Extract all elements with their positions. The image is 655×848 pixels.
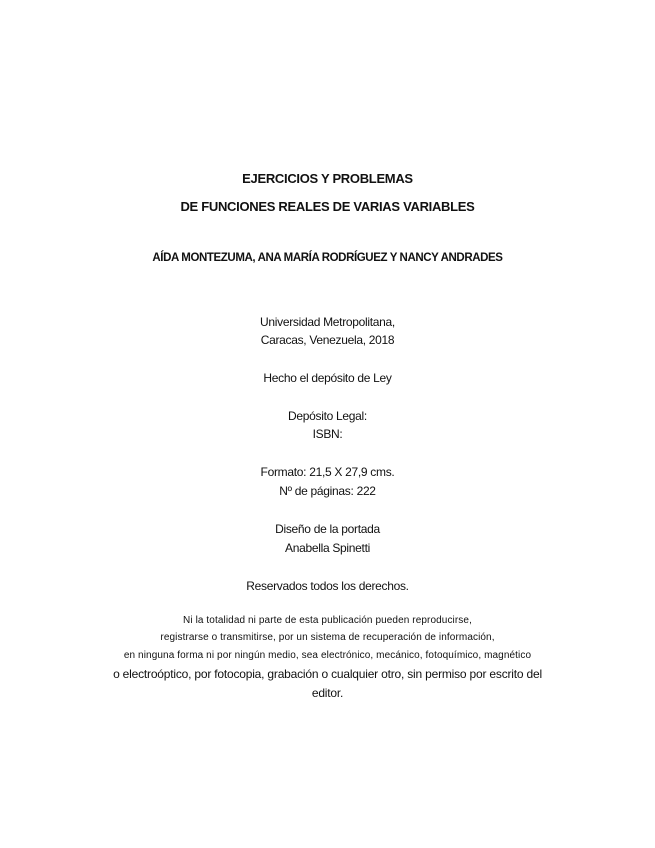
publisher-name: Universidad Metropolitana,: [260, 315, 395, 329]
copyright-notice-line-5: editor.: [311, 686, 344, 700]
cover-designer: Anabella Spinetti: [285, 541, 370, 555]
copyright-notice-line-4: o electroóptico, por fotocopia, grabación o cualquier otro, sin permiso por escrito del: [113, 667, 542, 681]
copyright-notice-line-1: Ni la totalidad ni parte de esta publicación pueden reproducirse,: [183, 615, 472, 626]
copyright-notice-line-2: registrarse o transmitirse, por un sistema de recuperación de información,: [160, 632, 495, 643]
book-title-line-1: EJERCICIOS Y PROBLEMAS: [242, 171, 413, 186]
book-title-line-2: DE FUNCIONES REALES DE VARIAS VARIABLES: [180, 199, 475, 214]
cover-design-label: Diseño de la portada: [275, 522, 380, 536]
format-size: Formato: 21,5 X 27,9 cms.: [260, 465, 395, 479]
rights-reserved: Reservados todos los derechos.: [246, 579, 409, 593]
page-count: Nº de páginas: 222: [279, 484, 376, 498]
publisher-place-year: Caracas, Venezuela, 2018: [260, 333, 395, 347]
deposit-note: Hecho el depósito de Ley: [263, 371, 392, 385]
authors: AÍDA MONTEZUMA, ANA MARÍA RODRÍGUEZ Y NANCY ANDRADES: [152, 252, 503, 264]
isbn: ISBN:: [312, 427, 343, 441]
copyright-notice-line-3: en ninguna forma ni por ningún medio, sea electrónico, mecánico, fotoquímico, magnético: [123, 650, 532, 661]
legal-deposit: Depósito Legal:: [288, 409, 367, 423]
